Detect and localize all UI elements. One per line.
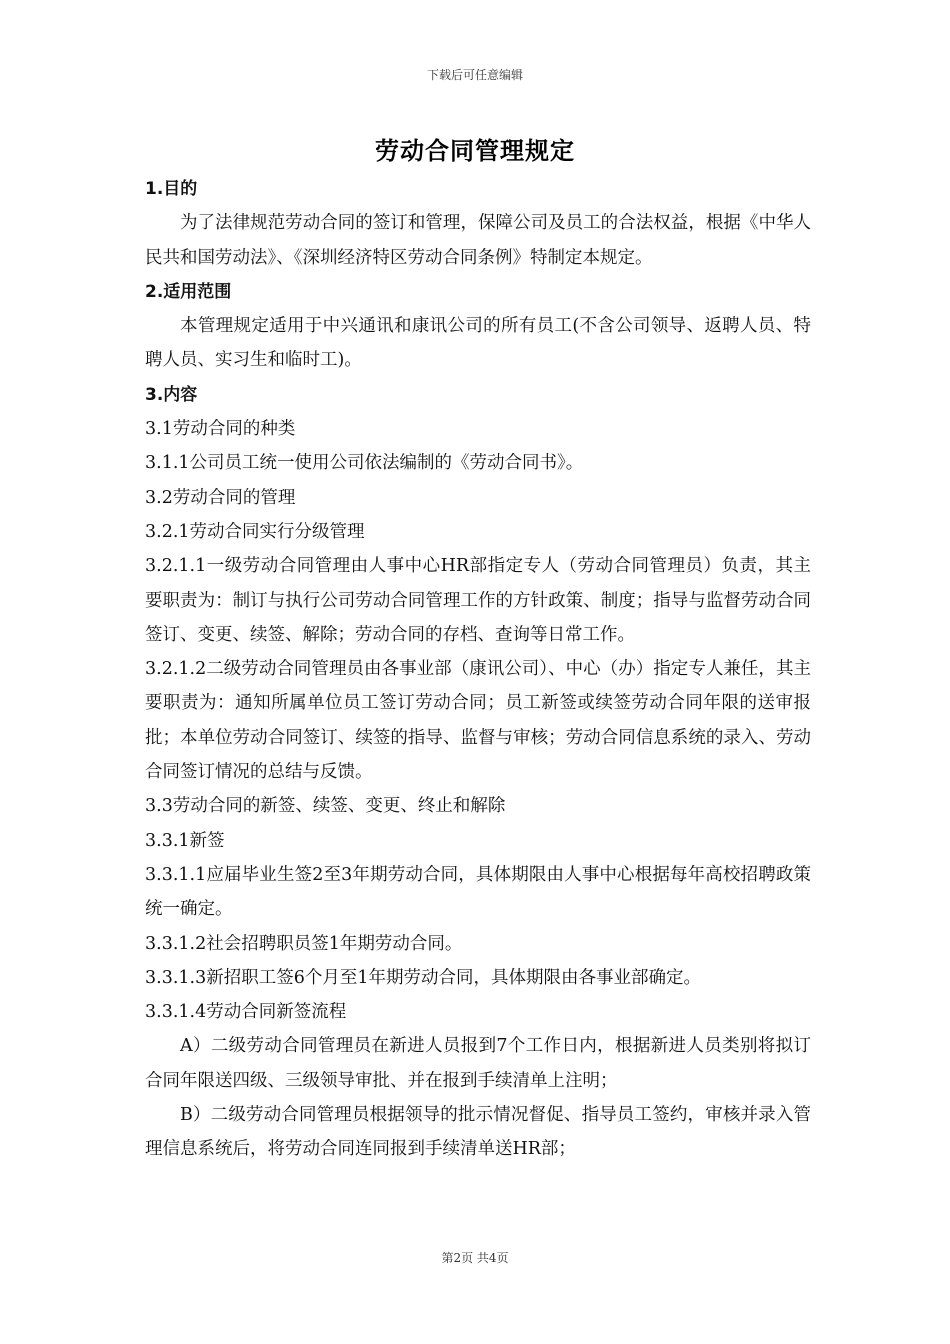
paragraph-scope: 本管理规定适用于中兴通讯和康讯公司的所有员工(不含公司领导、返聘人员、特聘人员、实习生和临时工)。 xyxy=(145,316,811,371)
clause-3-2-1-2: 3.2.1.2二级劳动合同管理员由各事业部（康讯公司）、中心（办）指定专人兼任，其主要职责为：通知所属单位员工签订劳动合同；员工新签或续签劳动合同年限的送审报批；本单位劳动合同签订、续签的指导、监督与审核；劳动合同信息系统的录入、劳动合同签订情况的总结与反馈。 xyxy=(145,659,811,783)
clause-3-2: 3.2劳动合同的管理 xyxy=(145,487,296,508)
process-step-a: A）二级劳动合同管理员在新进人员报到7个工作日内，根据新进人员类别将拟订合同年限送四级、三级领导审批、并在报到手续清单上注明； xyxy=(145,1036,811,1091)
clause-3-3-1-3: 3.3.1.3新招职工签6个月至1年期劳动合同，具体期限由各事业部确定。 xyxy=(145,967,701,988)
paragraph-purpose: 为了法律规范劳动合同的签订和管理，保障公司及员工的合法权益，根据《中华人民共和国劳动法》、《深圳经济特区劳动合同条例》特制定本规定。 xyxy=(145,213,811,268)
clause-3-3: 3.3劳动合同的新签、续签、变更、终止和解除 xyxy=(145,796,506,817)
section-heading-purpose: 1.目的 xyxy=(145,179,198,199)
clause-3-2-1: 3.2.1劳动合同实行分级管理 xyxy=(145,521,365,542)
document-body xyxy=(145,172,811,1167)
section-heading-scope: 2.适用范围 xyxy=(145,281,232,302)
clause-3-3-1: 3.3.1新签 xyxy=(145,830,225,851)
clause-3-1-1: 3.1.1公司员工统一使用公司依法编制的《劳动合同书》。 xyxy=(145,453,584,474)
clause-3-1: 3.1劳动合同的种类 xyxy=(145,419,296,440)
page-header-note: 下载后可任意编辑 xyxy=(426,68,523,82)
section-heading-content: 3.内容 xyxy=(145,384,198,405)
page-number-footer: 第2页 共4页 xyxy=(441,1251,509,1265)
clause-3-3-1-2: 3.3.1.2社会招聘职员签1年期劳动合同。 xyxy=(145,933,463,954)
clause-3-3-1-4: 3.3.1.4劳动合同新签流程 xyxy=(145,1002,347,1023)
clause-3-3-1-1: 3.3.1.1应届毕业生签2至3年期劳动合同，具体期限由人事中心根据每年高校招聘政策统一确定。 xyxy=(145,864,811,920)
process-step-b: B）二级劳动合同管理员根据领导的批示情况督促、指导员工签约，审核并录入管理信息系统后，将劳动合同连同报到手续清单送HR部； xyxy=(145,1105,811,1160)
clause-3-2-1-1: 3.2.1.1一级劳动合同管理由人事中心HR部指定专人（劳动合同管理员）负责，其主要职责为：制订与执行公司劳动合同管理工作的方针政策、制度；指导与监督劳动合同签订、变更、续签、解除；劳动合同的存档、查询等日常工作。 xyxy=(145,556,811,645)
document-title: 劳动合同管理规定 xyxy=(375,137,575,165)
